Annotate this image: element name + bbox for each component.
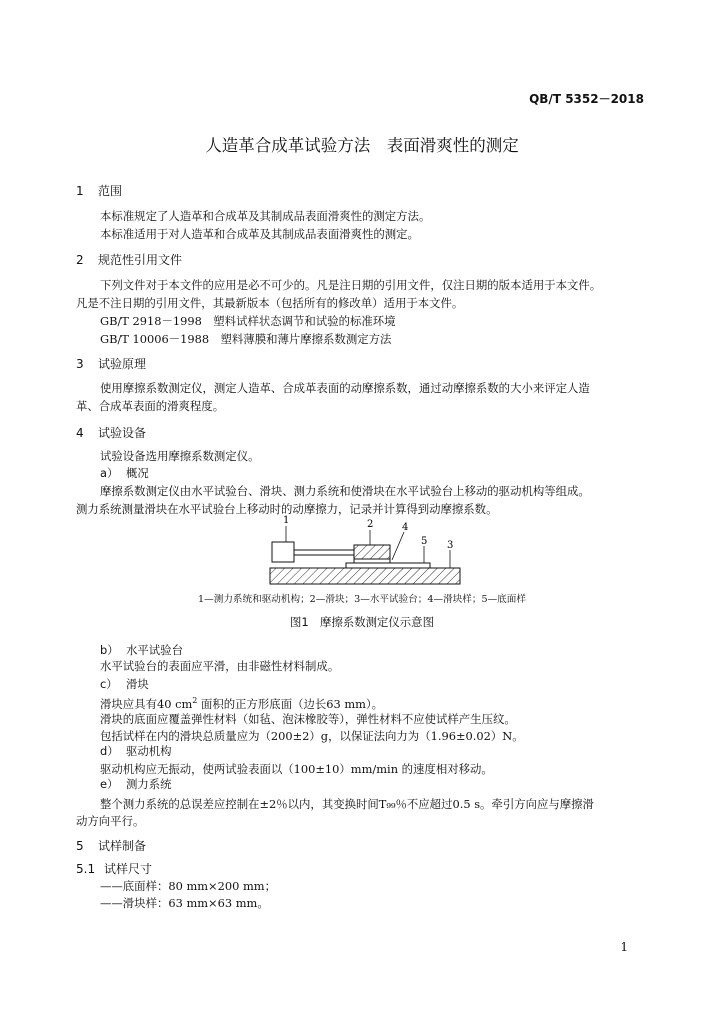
bottom-specimen — [346, 563, 430, 568]
paragraph: 动方向平行。 — [76, 814, 145, 828]
paragraph: 试验设备选用摩擦系数测定仪。 — [100, 449, 260, 463]
section-title: 范围 — [98, 184, 123, 198]
paragraph: 凡是不注日期的引用文件，其最新版本（包括所有的修改单）适用于本文件。 — [76, 296, 464, 310]
subsection-number: a） — [100, 466, 119, 480]
section-number: 5 — [76, 839, 84, 853]
subsection-number: d） — [100, 744, 119, 758]
figure-caption: 图1 摩擦系数测定仪示意图 — [290, 615, 434, 629]
section-title: 试验原理 — [98, 357, 147, 371]
subsection-b-heading — [100, 642, 183, 658]
subsection-a-heading — [100, 465, 149, 481]
paragraph: 包括试样在内的滑块总质量应为（200±2）g，以保证法向力为（1.96±0.02）N。 — [100, 729, 524, 743]
paragraph: 测力系统测量滑块在水平试验台上移动时的动摩擦力，记录并计算得到动摩擦系数。 — [76, 502, 498, 516]
section-4-heading — [76, 424, 146, 441]
figure-label-3: 3 — [447, 540, 454, 551]
sled-block — [354, 545, 390, 559]
superscript: 2 — [192, 696, 198, 705]
subsection-e-heading — [100, 776, 172, 792]
figure-label-1: 1 — [283, 515, 290, 526]
paragraph: 本标准适用于对人造革和合成革及其制成品表面滑爽性的测定。 — [100, 227, 419, 241]
paragraph: 本标准规定了人造革和合成革及其制成品表面滑爽性的测定方法。 — [100, 209, 431, 223]
figure-label-4: 4 — [402, 522, 409, 533]
subsection-d-heading — [100, 743, 172, 759]
sled-specimen — [354, 559, 390, 563]
subsection-title: 概况 — [126, 466, 149, 480]
paragraph: 水平试验台的表面应平滑，由非磁性材料制成。 — [100, 659, 340, 673]
subsection-number: c） — [100, 677, 118, 691]
pull-rod — [294, 550, 354, 555]
paragraph: 整个测力系统的总误差应控制在±2％以内，其变换时间T₉₉％不应超过0.5 s。牵引方向应与摩擦滑 — [100, 797, 594, 811]
subsection-title: 水平试验台 — [126, 643, 183, 657]
force-measuring-unit — [272, 542, 294, 562]
reference-item: GB/T 10006－1988 塑料薄膜和薄片摩擦系数测定方法 — [100, 332, 392, 346]
figure-label-5: 5 — [421, 536, 428, 547]
section-title: 试验设备 — [98, 426, 147, 440]
paragraph: 摩擦系数测定仪由水平试验台、滑块、测力系统和使滑块在水平试验台上移动的驱动机构等组成。 — [100, 484, 590, 498]
section-number: 1 — [76, 184, 84, 198]
subsection-title: 驱动机构 — [126, 744, 172, 758]
paragraph: 滑块的底面应覆盖弹性材料（如毡、泡沫橡胶等），弹性材料不应使试样产生压纹。 — [100, 712, 516, 726]
standard-number: QB/T 5352－2018 — [529, 92, 644, 106]
paragraph: 下列文件对于本文件的应用是必不可少的。凡是注日期的引用文件，仅注日期的版本适用于本文件。 — [100, 278, 602, 292]
figure-legend: 1—测力系统和驱动机构；2—滑块；3—水平试验台；4—滑块样；5—底面样 — [198, 594, 526, 605]
section-2-heading — [76, 251, 182, 268]
paragraph: 驱动机构应无振动，使两试验表面以（100±10）mm/min 的速度相对移动。 — [100, 762, 493, 776]
section-number: 2 — [76, 253, 84, 267]
subsection-title: 滑块 — [126, 677, 149, 691]
list-item: ——滑块样：63 mm×63 mm。 — [100, 896, 269, 910]
subsection-number: e） — [100, 777, 119, 791]
text-run: 滑块应具有40 cm — [100, 696, 193, 711]
test-table — [270, 568, 460, 584]
leader-line-4 — [392, 532, 404, 560]
section-number: 4 — [76, 426, 84, 440]
subsection-title: 测力系统 — [126, 777, 172, 791]
document-title: 人造革合成革试验方法 表面滑爽性的测定 — [205, 136, 519, 155]
section-3-heading — [76, 355, 146, 372]
section-1-heading — [76, 182, 122, 199]
text-run: 面积的正方形底面（边长63 mm）。 — [197, 696, 384, 711]
section-title: 试样尺寸 — [104, 862, 153, 876]
section-5-heading — [76, 837, 146, 854]
subsection-c-heading — [100, 676, 149, 692]
paragraph: 使用摩擦系数测定仪，测定人造革、合成革表面的动摩擦系数，通过动摩擦系数的大小来评定人造 — [100, 381, 590, 395]
figure-label-2: 2 — [367, 519, 374, 530]
section-number: 3 — [76, 357, 84, 371]
page-number: 1 — [620, 940, 628, 954]
subsection-number: b） — [100, 643, 119, 657]
friction-tester-diagram — [264, 512, 464, 588]
section-title: 规范性引用文件 — [98, 253, 183, 267]
section-5-1-heading — [76, 860, 152, 877]
section-title: 试样制备 — [98, 839, 147, 853]
section-number: 5.1 — [76, 862, 96, 876]
paragraph: 革、合成革表面的滑爽程度。 — [76, 399, 225, 413]
reference-item: GB/T 2918－1998 塑料试样状态调节和试验的标准环境 — [100, 314, 396, 328]
list-item: ——底面样：80 mm×200 mm； — [100, 879, 276, 893]
